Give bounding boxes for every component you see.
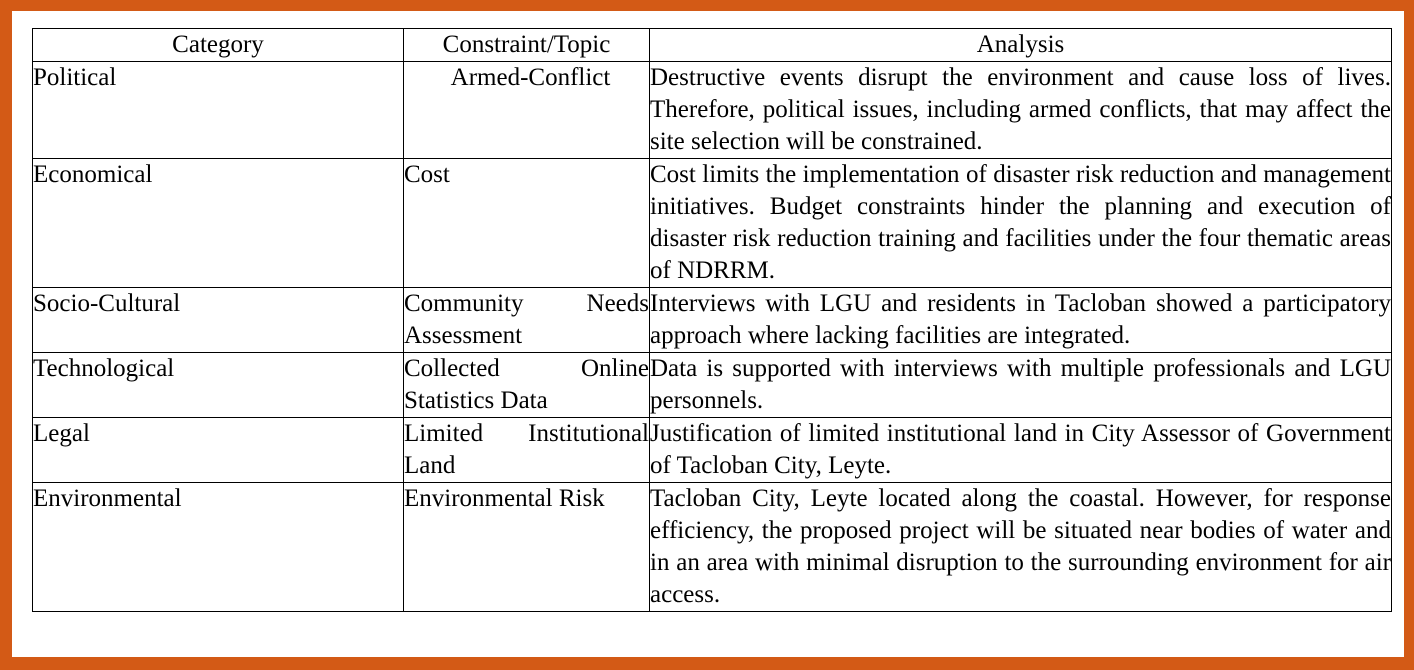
constraint-cell: Collected Online Statistics Data [404,353,650,418]
header-constraint: Constraint/Topic [404,29,650,62]
category-cell: Environmental [33,483,404,612]
analysis-cell: Data is supported with interviews with multiple professionals and LGU personnels. [650,353,1392,418]
constraint-cell: Environmental Risk [404,483,650,612]
table-row [33,483,1392,612]
header-row [33,29,1392,62]
analysis-cell: Destructive events disrupt the environment and cause loss of lives. Therefore, political issues, including armed conflicts, that may affect the site selection will be constrained. [650,62,1392,159]
header-category: Category [33,29,404,62]
analysis-cell: Cost limits the implementation of disaster risk reduction and management initiatives. Budget constraints hinder the planning and execution of disaster risk reduction training and facilities under the four thematic areas of NDRRM. [650,159,1392,288]
category-cell: Economical [33,159,404,288]
document-page [12,11,1404,657]
table-row [33,288,1392,353]
category-cell: Technological [33,353,404,418]
constraint-cell: Limited Institutional Land [404,418,650,483]
constraint-cell: Armed-Conflict [404,62,650,159]
constraint-cell: Cost [404,159,650,288]
analysis-cell: Interviews with LGU and residents in Tacloban showed a participatory approach where lacking facilities are integrated. [650,288,1392,353]
table-row [33,353,1392,418]
analysis-cell: Justification of limited institutional land in City Assessor of Government of Tacloban City, Leyte. [650,418,1392,483]
category-cell: Political [33,62,404,159]
header-analysis: Analysis [650,29,1392,62]
category-cell: Socio-Cultural [33,288,404,353]
category-cell: Legal [33,418,404,483]
constraint-cell: Community Needs Assessment [404,288,650,353]
analysis-cell: Tacloban City, Leyte located along the coastal. However, for response efficiency, the proposed project will be situated near bodies of water and in an area with minimal disruption to the surrounding environment for air access. [650,483,1392,612]
table-row [33,418,1392,483]
table-row [33,159,1392,288]
constraints-table [32,28,1392,612]
table-row [33,62,1392,159]
